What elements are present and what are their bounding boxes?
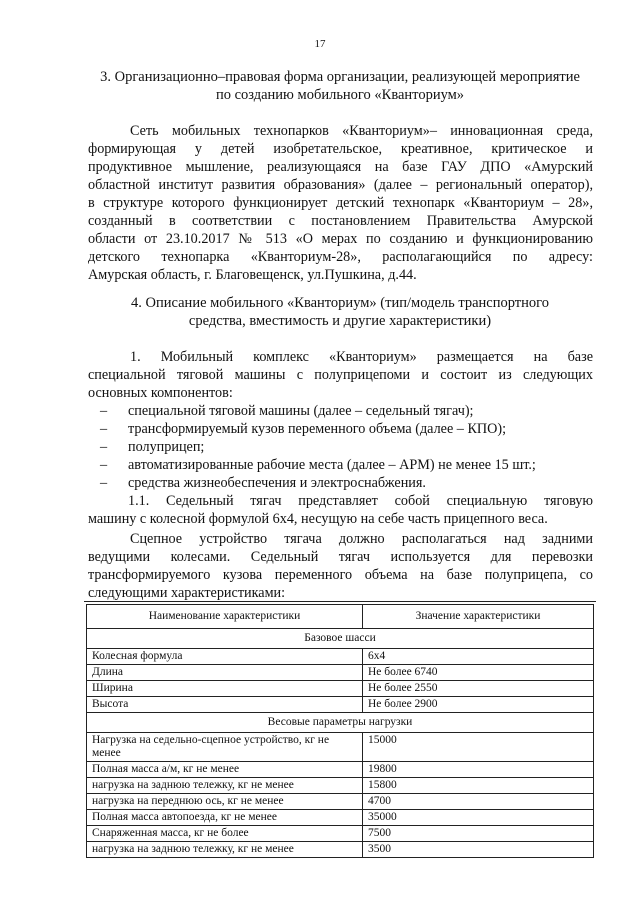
specs-table [86,604,594,858]
table-row [87,810,594,826]
body-line: созданный в соответствии с постановлением Правительства Амурской [88,213,593,229]
cell-name: Снаряженная масса, кг не более [87,826,363,842]
cell-value: 35000 [363,810,594,826]
cell-value: 4700 [363,794,594,810]
table-row [87,842,594,858]
table-row [87,649,594,665]
body-line: Сцепное устройство тягача должно располагаться над задними [130,531,593,547]
body-line: 1. Мобильный комплекс «Кванториум» размещается на базе [130,349,593,365]
column-header-value: Значение характеристики [363,605,594,629]
table-row [87,794,594,810]
group-title: Базовое шасси [87,629,594,649]
body-line: в структуре которого функционирует детский технопарк «Кванториум – 28», [88,195,593,211]
cell-value: Не более 2900 [363,697,594,713]
group-row [87,713,594,733]
body-line: Амурская область, г. Благовещенск, ул.Пушкина, д.44. [88,267,417,283]
cell-value: 15800 [363,778,594,794]
list-item: – автоматизированные рабочие места (далее – АРМ) не менее 15 шт.; [100,457,536,473]
section3-title-line2: по созданию мобильного «Кванториум» [215,87,465,103]
table-outer-border [84,601,596,603]
cell-name: нагрузка на заднюю тележку, кг не менее [87,778,363,794]
cell-name: нагрузка на заднюю тележку, кг не менее [87,842,363,858]
cell-name: Высота [87,697,363,713]
cell-name: Полная масса автопоезда, кг не менее [87,810,363,826]
cell-value: 3500 [363,842,594,858]
body-line: ведущими колесами. Седельный тягач используется для перевозки [88,549,593,565]
cell-name: нагрузка на переднюю ось, кг не менее [87,794,363,810]
body-line: 1.1. Седельный тягач представляет собой специальную тяговую [128,493,593,509]
table-row [87,681,594,697]
cell-name: Ширина [87,681,363,697]
cell-value: Не более 6740 [363,665,594,681]
cell-value: 19800 [363,762,594,778]
body-line: области от 23.10.2017 № 513 «О мерах по созданию и функционированию [88,231,593,247]
section4-title-line1: 4. Описание мобильного «Кванториум» (тип/модель транспортного [131,295,549,311]
list-item: – специальной тяговой машины (далее – седельный тягач); [100,403,474,419]
cell-name: Длина [87,665,363,681]
cell-value: 7500 [363,826,594,842]
cell-value: 15000 [363,733,594,762]
body-line: Сеть мобильных технопарков «Кванториум»– инновационная среда, [130,123,593,139]
body-line: детского технопарка «Кванториум-28», располагающийся по адресу: [88,249,593,265]
section4-title-line2: средства, вместимость и другие характеристики) [188,313,492,329]
table-row [87,697,594,713]
body-line: специальной тяговой машины с полуприцепоми и состоит из следующих [88,367,593,383]
body-line: машину с колесной формулой 6х4, несущую на себе часть прицепного веса. [88,511,548,527]
section4-title [80,294,600,330]
body-line: продуктивное мышление, реализующаяся на базе ГАУ ДПО «Амурский [88,159,593,175]
cell-value: Не более 2550 [363,681,594,697]
cell-name: Полная масса а/м, кг не менее [87,762,363,778]
table-row [87,778,594,794]
cell-name: Колесная формула [87,649,363,665]
table-row [87,826,594,842]
section3-title-line1: 3. Организационно–правовая форма организации, реализующей мероприятие [100,69,580,85]
list-item: – полуприцеп; [100,439,205,455]
table-row [87,733,594,762]
body-line: основных компонентов: [88,385,233,401]
group-row [87,629,594,649]
table-row [87,665,594,681]
body-line: следующими характеристиками: [88,585,286,601]
body-line: трансформируемого кузова переменного объема на базе полуприцепа, со [88,567,593,583]
cell-value: 6х4 [363,649,594,665]
list-item: – трансформируемый кузов переменного объема (далее – КПО); [100,421,507,437]
list-item: – средства жизнеобеспечения и электроснабжения. [100,475,426,491]
column-header-name: Наименование характеристики [87,605,363,629]
body-line: формирующая у детей изобретательское, креативное, критическое и [88,141,593,157]
table-header-row [87,605,594,629]
table-row [87,762,594,778]
cell-name: Нагрузка на седельно-сцепное устройство, кг не менее [87,733,363,762]
section3-title [80,68,600,104]
page-number: 17 [314,38,326,50]
group-title: Весовые параметры нагрузки [87,713,594,733]
body-line: областной институт развития образования» (далее – региональный оператор), [88,177,593,193]
